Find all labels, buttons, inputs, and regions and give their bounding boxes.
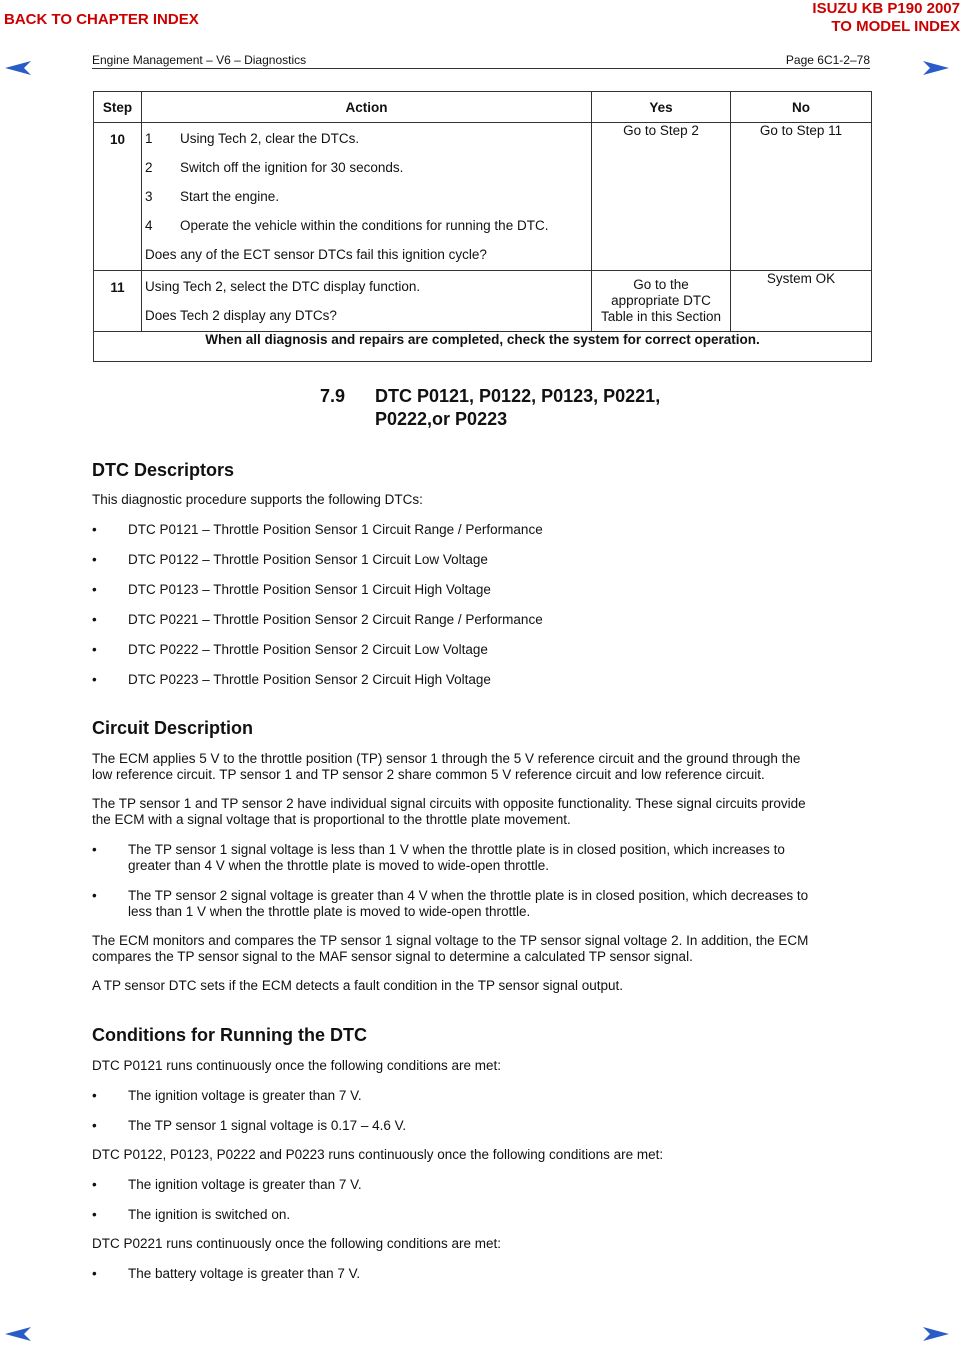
yes-cell: Go to the appropriate DTC Table in this Section bbox=[592, 271, 731, 332]
running-header-title: Engine Management – V6 – Diagnostics bbox=[92, 53, 307, 67]
conditions-intro: DTC P0122, P0123, P0222 and P0223 runs continuously once the following conditions are met: bbox=[92, 1147, 664, 1162]
dtc-descriptors-heading: DTC Descriptors bbox=[92, 460, 235, 480]
action-line: 3 Start the engine. bbox=[145, 189, 280, 204]
table-header-row bbox=[94, 92, 872, 123]
list-item: • The battery voltage is greater than 7 V. bbox=[92, 1266, 361, 1281]
table-footer-note: When all diagnosis and repairs are completed, check the system for correct operation. bbox=[94, 332, 872, 362]
prev-page-bottom-arrow-icon[interactable] bbox=[4, 1326, 32, 1342]
column-header-no: No bbox=[731, 92, 872, 123]
section-title-line1: DTC P0121, P0122, P0123, P0221, bbox=[375, 386, 661, 406]
list-item: • The TP sensor 1 signal voltage is 0.17 – 4.6 V. bbox=[92, 1118, 407, 1133]
column-header-step: Step bbox=[94, 92, 142, 123]
list-item: • The ignition voltage is greater than 7 V. bbox=[92, 1177, 362, 1192]
list-item: • The TP sensor 2 signal voltage is greater than 4 V when the throttle plate is in closed position, which decreases to less than 1 V when the throttle plate is moved to wide-open throttle. bbox=[92, 888, 809, 919]
diagnostic-step-table bbox=[93, 91, 872, 362]
action-question: Does any of the ECT sensor DTCs fail this ignition cycle? bbox=[145, 247, 487, 262]
table-footer-row bbox=[94, 332, 872, 362]
action-cell bbox=[142, 123, 592, 271]
model-index-line: TO MODEL INDEX bbox=[831, 18, 960, 35]
page-number: Page 6C1-2–78 bbox=[785, 53, 870, 67]
action-question: Does Tech 2 display any DTCs? bbox=[145, 308, 337, 323]
circuit-paragraph: The ECM applies 5 V to the throttle position (TP) sensor 1 through the 5 V reference circuit and the ground through the low reference circuit. TP sensor 1 and TP sensor 2 share common 5 V reference circuit and low reference circuit. bbox=[92, 751, 801, 782]
table-row bbox=[94, 123, 872, 271]
list-item: • The ignition is switched on. bbox=[92, 1207, 291, 1222]
list-item: • DTC P0223 – Throttle Position Sensor 2 Circuit High Voltage bbox=[92, 672, 491, 687]
list-item: • The TP sensor 1 signal voltage is less than 1 V when the throttle plate is in closed position, which increases to greater than 4 V when the throttle plate is moved to wide-open throttle. bbox=[92, 842, 785, 873]
conditions-section bbox=[92, 1025, 870, 1282]
list-item: • DTC P0123 – Throttle Position Sensor 1 Circuit High Voltage bbox=[92, 582, 491, 597]
circuit-paragraph: The ECM monitors and compares the TP sensor 1 signal voltage to the TP sensor signal voltage 2. In addition, the ECM compares the TP sensor signal to the MAF sensor signal to determine a calculated TP sensor signal. bbox=[92, 933, 809, 964]
list-item: • DTC P0122 – Throttle Position Sensor 1 Circuit Low Voltage bbox=[92, 552, 488, 567]
conditions-heading: Conditions for Running the DTC bbox=[92, 1025, 367, 1045]
conditions-intro: DTC P0121 runs continuously once the following conditions are met: bbox=[92, 1058, 501, 1073]
action-line: 1 Using Tech 2, clear the DTCs. bbox=[145, 131, 360, 146]
section-title-line2: P0222,or P0223 bbox=[375, 409, 508, 429]
step-number: 11 bbox=[94, 271, 142, 332]
table-row bbox=[94, 271, 872, 332]
circuit-paragraph: A TP sensor DTC sets if the ECM detects a fault condition in the TP sensor signal output. bbox=[92, 978, 624, 993]
action-line: 2 Switch off the ignition for 30 seconds. bbox=[145, 160, 404, 175]
circuit-paragraph: The TP sensor 1 and TP sensor 2 have individual signal circuits with opposite functionality. These signal circuits provide the ECM with a signal voltage that is proportional to the throttle plate movement. bbox=[92, 796, 806, 827]
yes-cell: Go to Step 2 bbox=[592, 123, 731, 271]
no-cell: System OK bbox=[731, 271, 872, 332]
conditions-intro: DTC P0221 runs continuously once the following conditions are met: bbox=[92, 1236, 501, 1251]
descriptors-intro: This diagnostic procedure supports the following DTCs: bbox=[92, 492, 423, 507]
column-header-yes: Yes bbox=[592, 92, 731, 123]
list-item: • DTC P0221 – Throttle Position Sensor 2 Circuit Range / Performance bbox=[92, 612, 543, 627]
step-number: 10 bbox=[94, 123, 142, 271]
circuit-description-section bbox=[92, 718, 870, 994]
list-item: • DTC P0121 – Throttle Position Sensor 1 Circuit Range / Performance bbox=[92, 522, 543, 537]
list-item: • DTC P0222 – Throttle Position Sensor 2 Circuit Low Voltage bbox=[92, 642, 488, 657]
next-page-arrow-icon[interactable] bbox=[922, 60, 950, 76]
section-title bbox=[320, 385, 660, 431]
prev-page-arrow-icon[interactable] bbox=[4, 60, 32, 76]
header-divider bbox=[92, 68, 870, 69]
dtc-list bbox=[92, 522, 870, 688]
action-line: 4 Operate the vehicle within the conditions for running the DTC. bbox=[145, 218, 549, 233]
circuit-description-heading: Circuit Description bbox=[92, 718, 254, 738]
model-title-line: ISUZU KB P190 2007 bbox=[812, 0, 960, 17]
action-cell bbox=[142, 271, 592, 332]
action-line: Using Tech 2, select the DTC display function. bbox=[145, 279, 421, 294]
column-header-action: Action bbox=[142, 92, 592, 123]
dtc-descriptors-section bbox=[92, 460, 870, 688]
section-number: 7.9 bbox=[320, 386, 346, 406]
no-cell: Go to Step 11 bbox=[731, 123, 872, 271]
next-page-bottom-arrow-icon[interactable] bbox=[922, 1326, 950, 1342]
list-item: • The ignition voltage is greater than 7 V. bbox=[92, 1088, 362, 1103]
back-to-chapter-index-link[interactable]: BACK TO CHAPTER INDEX bbox=[4, 11, 199, 28]
